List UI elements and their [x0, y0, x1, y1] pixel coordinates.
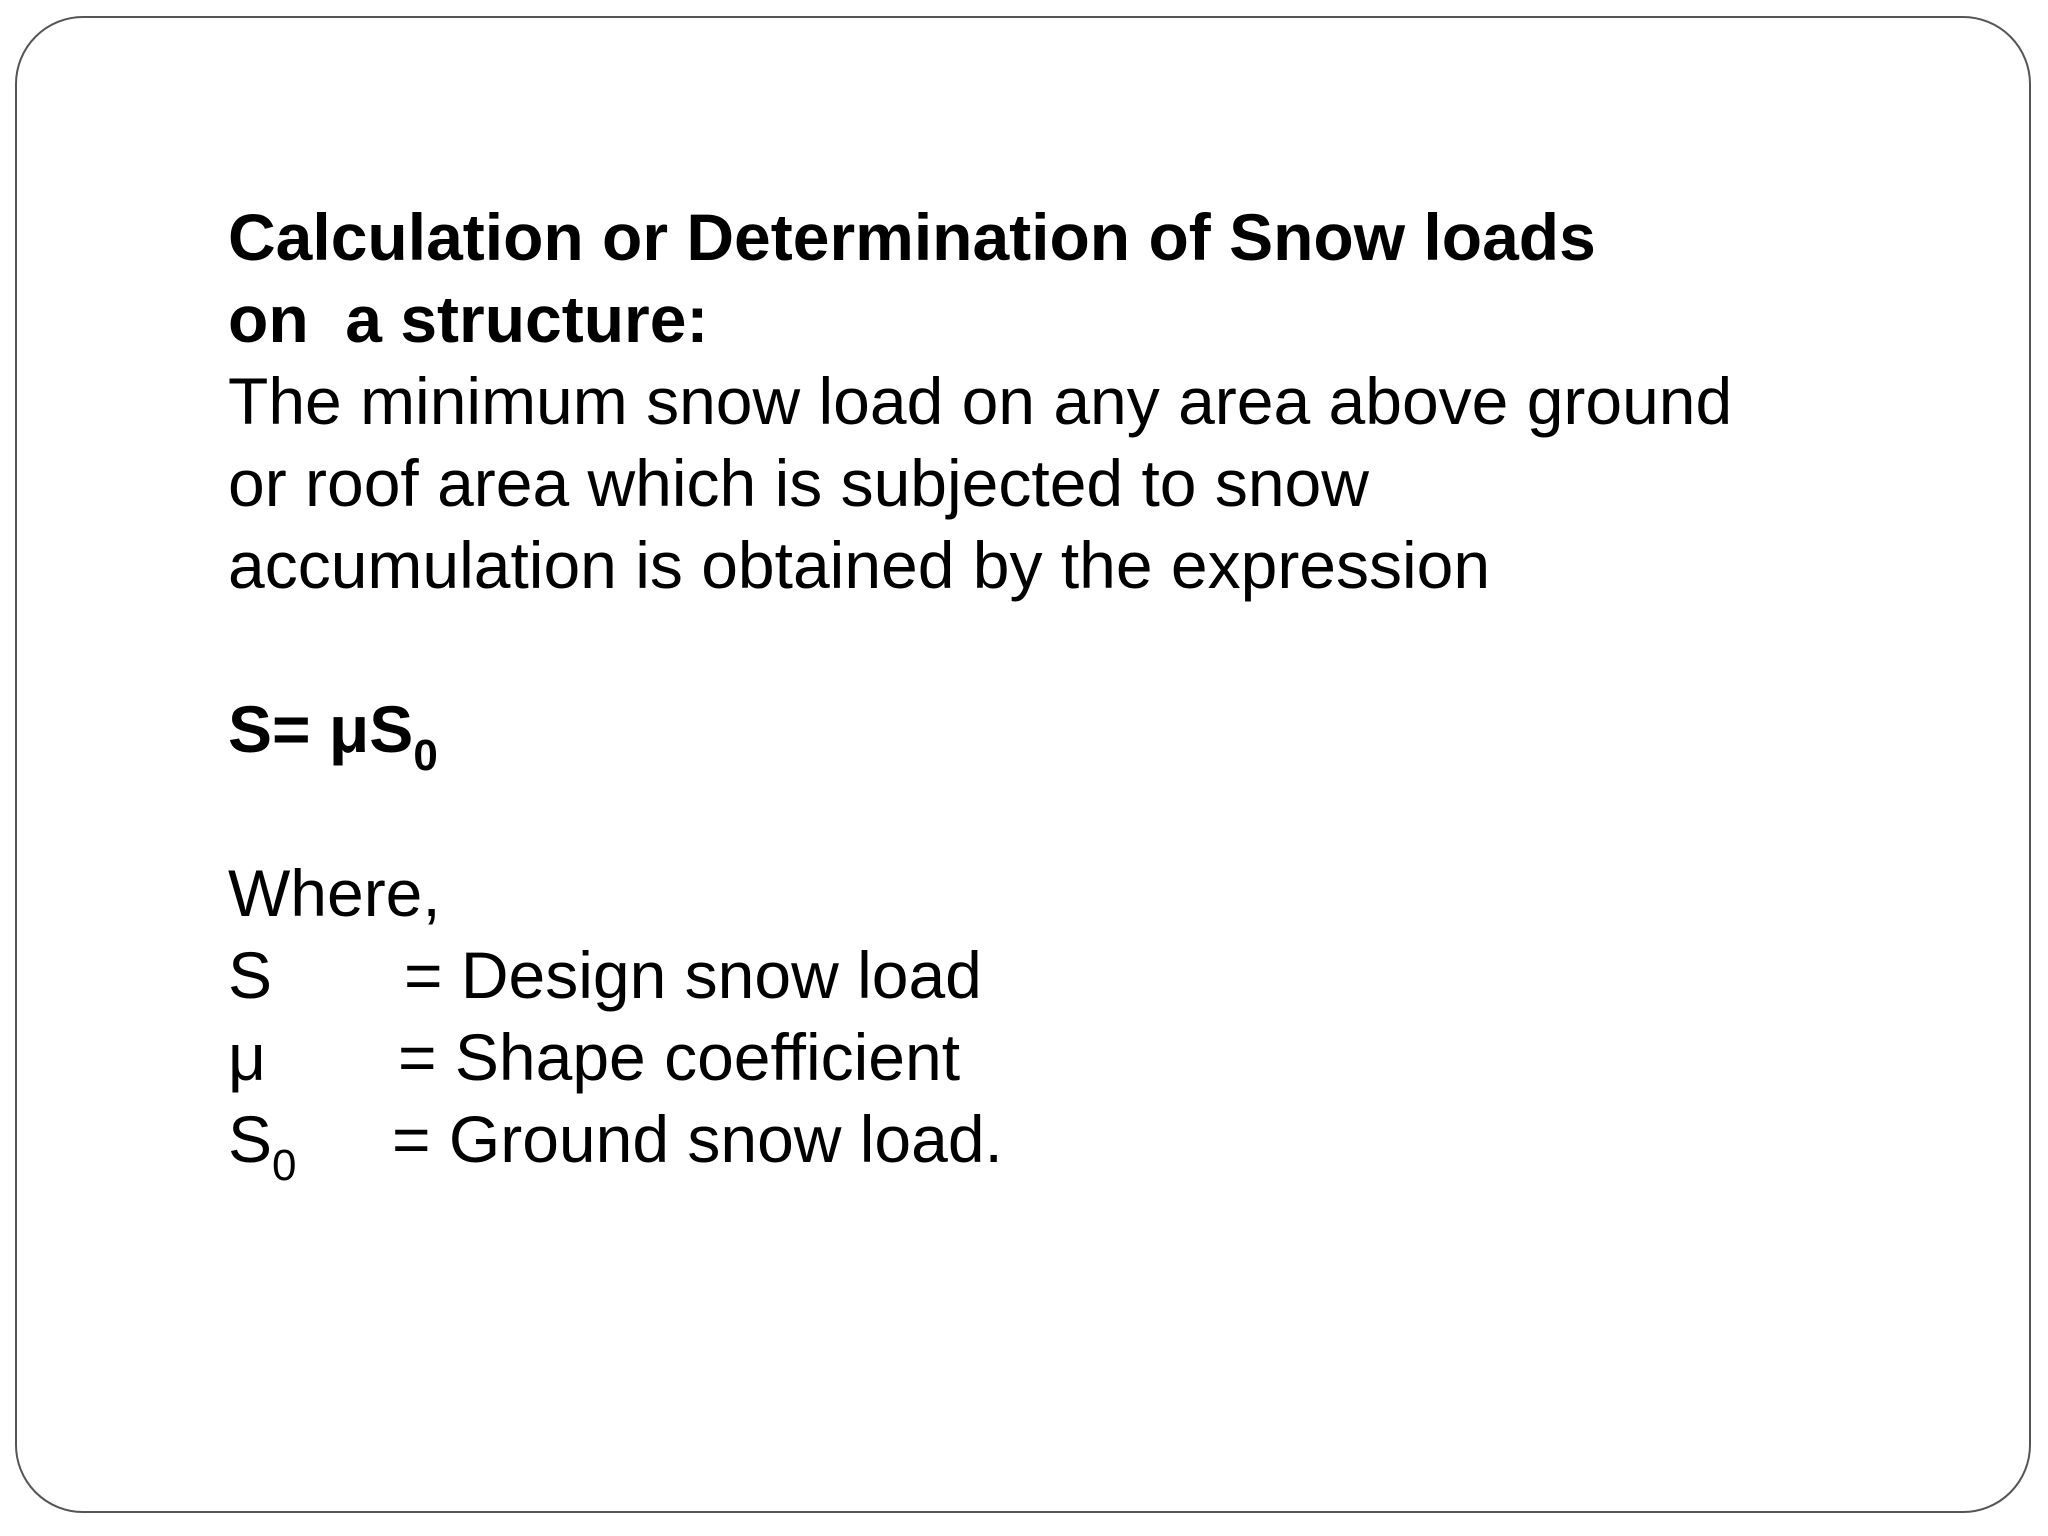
symbol-subscript: 0 — [272, 1141, 297, 1190]
definition-row — [228, 1098, 1928, 1190]
definition-text: = Design snow load — [404, 938, 982, 1012]
body-line-1: The minimum snow load on any area above ground — [228, 364, 1733, 438]
formula-subscript: 0 — [413, 731, 438, 780]
definition-text: = Shape coefficient — [398, 1020, 961, 1094]
heading-line-1: Calculation or Determination of Snow loads — [228, 200, 1596, 274]
formula-main: S= μS — [228, 692, 414, 766]
symbol-text: S — [228, 1102, 273, 1176]
definition-symbol — [228, 1098, 297, 1190]
definition-text: = Ground snow load. — [392, 1102, 1003, 1176]
body-line-2: or roof area which is subjected to snow — [228, 446, 1369, 520]
definition-row — [228, 934, 1928, 1016]
symbol-text: S — [228, 938, 273, 1012]
heading-line-2: on a structure: — [228, 282, 709, 356]
definition-symbol — [228, 934, 272, 1016]
definition-symbol — [228, 1016, 266, 1098]
formula — [228, 688, 1928, 780]
body-line-3: accumulation is obtained by the expression — [228, 528, 1491, 602]
slide-content — [228, 196, 1928, 1190]
where-label: Where, — [228, 856, 441, 930]
definition-row — [228, 1016, 1928, 1098]
spacer — [228, 606, 1928, 688]
spacer — [228, 770, 1928, 852]
symbol-text: μ — [228, 1020, 267, 1094]
